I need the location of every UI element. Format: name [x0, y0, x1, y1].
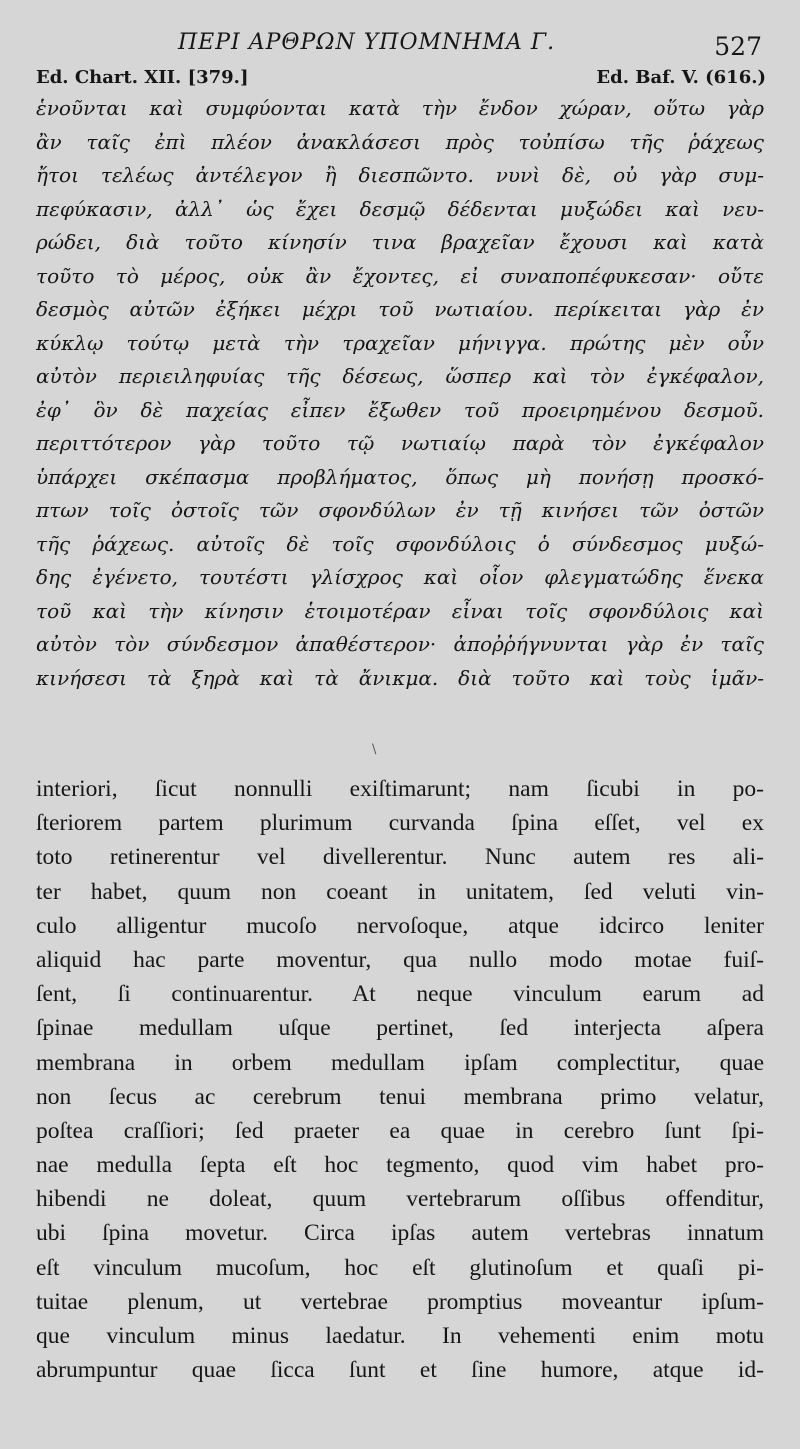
- greek-text-line: δης ἐγένετο, τουτέστι γλίσχρος καὶ οἷον φλεγματώδης ἕνεκα: [36, 565, 764, 589]
- latin-text-line: ter habet, quum non coeant in unitatem, ſed veluti vin-: [36, 878, 764, 905]
- latin-text-line: membrana in orbem medullam ipſam complectitur, quae: [36, 1049, 764, 1076]
- greek-text-line: κύκλῳ τούτῳ μετὰ τὴν τραχεῖαν μήνιγγα. πρώτης μὲν οὖν: [36, 330, 764, 355]
- latin-text-line: ſent, ſi continuarentur. At neque vinculum earum ad: [36, 981, 764, 1008]
- latin-text-line: tuitae plenum, ut vertebrae promptius moveantur ipſum-: [36, 1288, 764, 1315]
- greek-text-line: περιττότερον γὰρ τοῦτο τῷ νωτιαίῳ παρὰ τὸν ἐγκέφαλον: [36, 431, 764, 455]
- greek-text-line: αὐτὸν περιειληφυίας τῆς δέσεως, ὥσπερ καὶ τὸν ἐγκέφαλον,: [36, 364, 764, 388]
- greek-text-block: [36, 92, 764, 695]
- greek-text-line: τῆς ῥάχεως. αὐτοῖς δὲ τοῖς σφονδύλοις ὁ σύνδεσμος μυξώ-: [36, 531, 764, 556]
- latin-text-line: interiori, ſicut nonnulli exiſtimarunt; nam ſicubi in po-: [36, 776, 764, 802]
- greek-text-line: ἤτοι τελέως ἀντέλεγον ἢ διεσπῶντο. νυνὶ δὲ, οὐ γὰρ συμ-: [36, 163, 764, 187]
- greek-text-line: ὑπάρχει σκέπασμα προβλήματος, ὅπως μὴ πονήσῃ προσκό-: [36, 464, 764, 489]
- latin-text-line: nae medulla ſepta eſt hoc tegmento, quod vim habet pro-: [36, 1152, 764, 1179]
- greek-text-line: κινήσεσι τὰ ξηρὰ καὶ τὰ ἄνικμα. διὰ τοῦτο καὶ τοὺς ἱμᾶν-: [36, 665, 764, 690]
- greek-text-line: ρώδει, διὰ τοῦτο κίνησίν τινα βραχεῖαν ἔχουσι καὶ κατὰ: [36, 230, 764, 254]
- latin-text-line: non ſecus ac cerebrum tenui membrana primo velatur,: [36, 1083, 764, 1110]
- greek-text-line: αὐτὸν τὸν σύνδεσμον ἀπαθέστερον· ἀποῤῥήγνυνται γὰρ ἐν ταῖς: [36, 632, 764, 656]
- latin-text-line: aliquid hac parte moventur, qua nullo modo motae fuiſ-: [36, 946, 764, 973]
- greek-text-line: πτων τοῖς ὀστοῖς τῶν σφονδύλων ἐν τῇ κινήσει τῶν ὀστῶν: [36, 498, 764, 522]
- latin-text-line: ubi ſpina movetur. Circa ipſas autem vertebras innatum: [36, 1220, 764, 1247]
- running-title: ΠΕΡΙ ΑΡΘΡΩΝ ΥΠΟΜΝΗΜΑ Γ.: [178, 30, 556, 55]
- latin-text-block: [36, 772, 764, 1387]
- greek-text-line: πεφύκασιν, ἀλλ᾿ ὡς ἔχει δεσμῷ δέδενται μυξώδει καὶ νευ-: [36, 196, 764, 221]
- section-divider-mark: \: [372, 742, 377, 757]
- page-number: 527: [714, 32, 762, 61]
- greek-text-line: ἂν ταῖς ἐπὶ πλέον ἀνακλάσεσι πρὸς τοὐπίσω τῆς ῥάχεως: [36, 129, 764, 154]
- latin-text-line: toto retinerentur vel divellerentur. Nunc autem res ali-: [36, 844, 764, 871]
- latin-text-line: ſteriorem partem plurimum curvanda ſpina eſſet, vel ex: [36, 810, 764, 837]
- latin-text-line: que vinculum minus laedatur. In vehementi enim motu: [36, 1323, 764, 1349]
- greek-text-line: τοῦτο τὸ μέρος, οὐκ ἂν ἔχοντες, εἰ συναποπέφυκεσαν· οὔτε: [36, 263, 764, 288]
- edition-reference-right: Ed. Baf. V. (616.): [596, 67, 766, 88]
- latin-text-line: poſtea craſſiori; ſed praeter ea quae in cerebro ſunt ſpi-: [36, 1117, 764, 1144]
- greek-text-line: ἐφ᾿ ὃν δὲ παχείας εἶπεν ἔξωθεν τοῦ προειρημένου δεσμοῦ.: [36, 397, 764, 422]
- latin-text-line: eſt vinculum mucoſum, hoc eſt glutinoſum et quaſi pi-: [36, 1254, 764, 1281]
- latin-text-line: culo alligentur mucoſo nervoſoque, atque idcirco leniter: [36, 912, 764, 939]
- latin-text-line: hibendi ne doleat, quum vertebrarum oſſibus offenditur,: [36, 1186, 764, 1213]
- greek-text-line: τοῦ καὶ τὴν κίνησιν ἑτοιμοτέραν εἶναι τοῖς σφονδύλοις καὶ: [36, 598, 764, 623]
- latin-text-line: ſpinae medullam uſque pertinet, ſed interjecta aſpera: [36, 1015, 764, 1042]
- latin-text-line: abrumpuntur quae ſicca ſunt et ſine humore, atque id-: [36, 1357, 764, 1384]
- greek-text-line: δεσμὸς αὐτῶν ἐξήκει μέχρι τοῦ νωτιαίου. περίκειται γὰρ ἐν: [36, 297, 764, 321]
- edition-reference-left: Ed. Chart. XII. [379.]: [36, 67, 249, 88]
- greek-text-line: ἑνοῦνται καὶ συμφύονται κατὰ τὴν ἔνδον χώραν, οὕτω γὰρ: [36, 96, 764, 120]
